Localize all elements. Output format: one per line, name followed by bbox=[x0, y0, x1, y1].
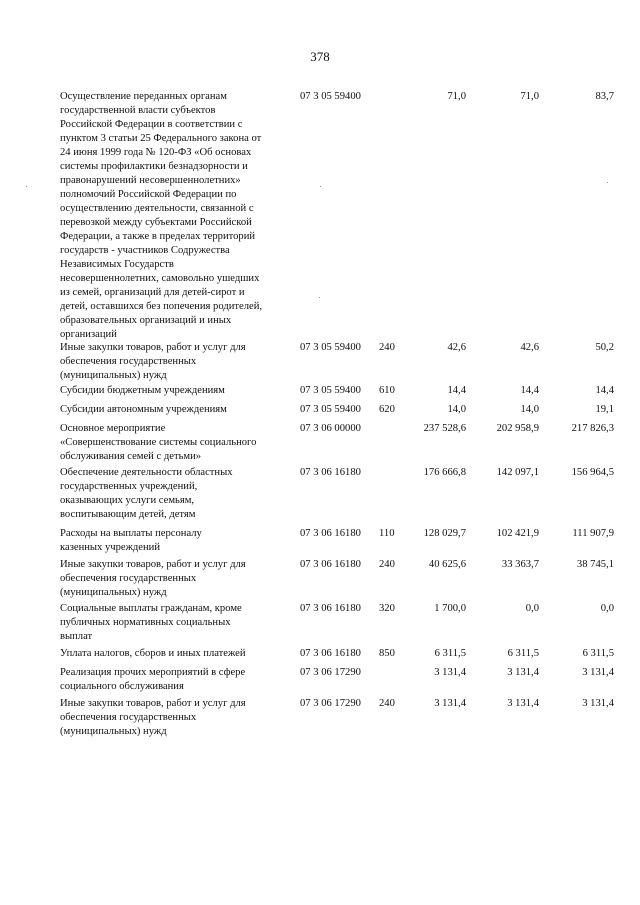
row-value-3: 111 907,9 bbox=[572, 528, 614, 539]
row-type: 610 bbox=[379, 385, 395, 396]
row-value-3: 3 131,4 bbox=[582, 698, 614, 709]
row-type: 850 bbox=[379, 648, 395, 659]
row-code: 07 3 06 17290 bbox=[300, 698, 361, 709]
row-value-1: 42,6 bbox=[447, 342, 466, 353]
row-code: 07 3 06 16180 bbox=[300, 603, 361, 614]
row-value-1: 176 666,8 bbox=[423, 467, 466, 478]
row-value-3: 6 311,5 bbox=[582, 648, 614, 659]
row-value-2: 14,4 bbox=[520, 385, 539, 396]
row-value-1: 3 131,4 bbox=[434, 667, 466, 678]
row-code: 07 3 06 16180 bbox=[300, 559, 361, 570]
scan-speck bbox=[26, 186, 27, 187]
row-code: 07 3 05 59400 bbox=[300, 404, 361, 415]
row-value-2: 14,0 bbox=[520, 404, 539, 415]
row-value-1: 14,0 bbox=[447, 404, 466, 415]
row-value-3: 50,2 bbox=[595, 342, 614, 353]
row-value-2: 3 131,4 bbox=[507, 698, 539, 709]
page-number: 378 bbox=[310, 49, 330, 64]
row-value-3: 38 745,1 bbox=[576, 559, 614, 570]
row-value-3: 14,4 bbox=[595, 385, 614, 396]
row-value-2: 71,0 bbox=[520, 91, 539, 102]
row-value-2: 0,0 bbox=[525, 603, 539, 614]
row-value-1: 71,0 bbox=[447, 91, 466, 102]
row-value-3: 217 826,3 bbox=[571, 423, 614, 434]
row-name: Субсидии бюджетным учреждениям bbox=[60, 385, 225, 396]
row-value-2: 202 958,9 bbox=[496, 423, 539, 434]
row-value-3: 19,1 bbox=[595, 404, 614, 415]
row-code: 07 3 06 17290 bbox=[300, 667, 361, 678]
row-value-1: 40 625,6 bbox=[428, 559, 466, 570]
scan-speck bbox=[320, 186, 321, 187]
scan-speck bbox=[319, 297, 320, 298]
row-name: Иные закупки товаров, работ и услуг для обеспечения государственных (муниципальных) нужд bbox=[60, 559, 246, 598]
row-value-2: 42,6 bbox=[520, 342, 539, 353]
row-name: Иные закупки товаров, работ и услуг для обеспечения государственных (муниципальных) нужд bbox=[60, 342, 246, 381]
row-value-1: 1 700,0 bbox=[434, 603, 466, 614]
row-code: 07 3 05 59400 bbox=[300, 91, 361, 102]
row-code: 07 3 06 16180 bbox=[300, 648, 361, 659]
scan-speck bbox=[607, 182, 608, 183]
row-code: 07 3 06 16180 bbox=[300, 467, 361, 478]
row-type: 240 bbox=[379, 698, 395, 709]
row-name: Основное мероприятие «Совершенствование системы социального обслуживания семей с детьми» bbox=[60, 423, 257, 462]
row-name: Реализация прочих мероприятий в сфере социального обслуживания bbox=[60, 667, 246, 692]
row-name: Субсидии автономным учреждениям bbox=[60, 404, 227, 415]
row-value-2: 142 097,1 bbox=[496, 467, 539, 478]
row-value-1: 128 029,7 bbox=[423, 528, 466, 539]
row-value-2: 6 311,5 bbox=[507, 648, 539, 659]
row-code: 07 3 05 59400 bbox=[300, 385, 361, 396]
row-code: 07 3 06 16180 bbox=[300, 528, 361, 539]
row-value-1: 237 528,6 bbox=[423, 423, 466, 434]
row-value-3: 0,0 bbox=[600, 603, 614, 614]
row-name: Расходы на выплаты персоналу казенных учреждений bbox=[60, 528, 202, 553]
row-value-1: 3 131,4 bbox=[434, 698, 466, 709]
row-value-2: 3 131,4 bbox=[507, 667, 539, 678]
row-value-3: 83,7 bbox=[595, 91, 614, 102]
row-code: 07 3 05 59400 bbox=[300, 342, 361, 353]
row-value-2: 102 421,9 bbox=[496, 528, 539, 539]
row-name: Уплата налогов, сборов и иных платежей bbox=[60, 648, 246, 659]
row-value-3: 3 131,4 bbox=[582, 667, 614, 678]
row-name: Осуществление переданных органам государственной власти субъектов Российской Федерации в соответствии с пунктом 3 статьи 25 Федерального закона от 24 июня 1999 года № 120-ФЗ «Об основах системы профилактики безнадзорности и правонарушений несовершеннолетних» полномочий Российской Федерации по осуществлению деятельности, связанной с перевозкой между субъектами Российской Федерации, а также в пределах территорий государств - участников Содружества Независимых Государств несовершеннолетних, самовольно ушедших из семей, организаций для детей-сирот и детей, оставшихся без попечения родителей, образовательных организаций и иных организаций bbox=[60, 91, 263, 340]
row-value-1: 14,4 bbox=[447, 385, 466, 396]
row-name: Социальные выплаты гражданам, кроме публичных нормативных социальных выплат bbox=[60, 603, 242, 642]
row-type: 240 bbox=[379, 342, 395, 353]
row-name: Иные закупки товаров, работ и услуг для обеспечения государственных (муниципальных) нужд bbox=[60, 698, 246, 737]
row-type: 320 bbox=[379, 603, 395, 614]
row-type: 620 bbox=[379, 404, 395, 415]
row-value-2: 33 363,7 bbox=[501, 559, 539, 570]
row-type: 240 bbox=[379, 559, 395, 570]
row-type: 110 bbox=[379, 528, 395, 539]
row-name: Обеспечение деятельности областных государственных учреждений, оказывающих услуги семьям, воспитывающим детей, детям bbox=[60, 467, 233, 520]
row-value-3: 156 964,5 bbox=[571, 467, 614, 478]
row-code: 07 3 06 00000 bbox=[300, 423, 361, 434]
row-value-1: 6 311,5 bbox=[434, 648, 466, 659]
